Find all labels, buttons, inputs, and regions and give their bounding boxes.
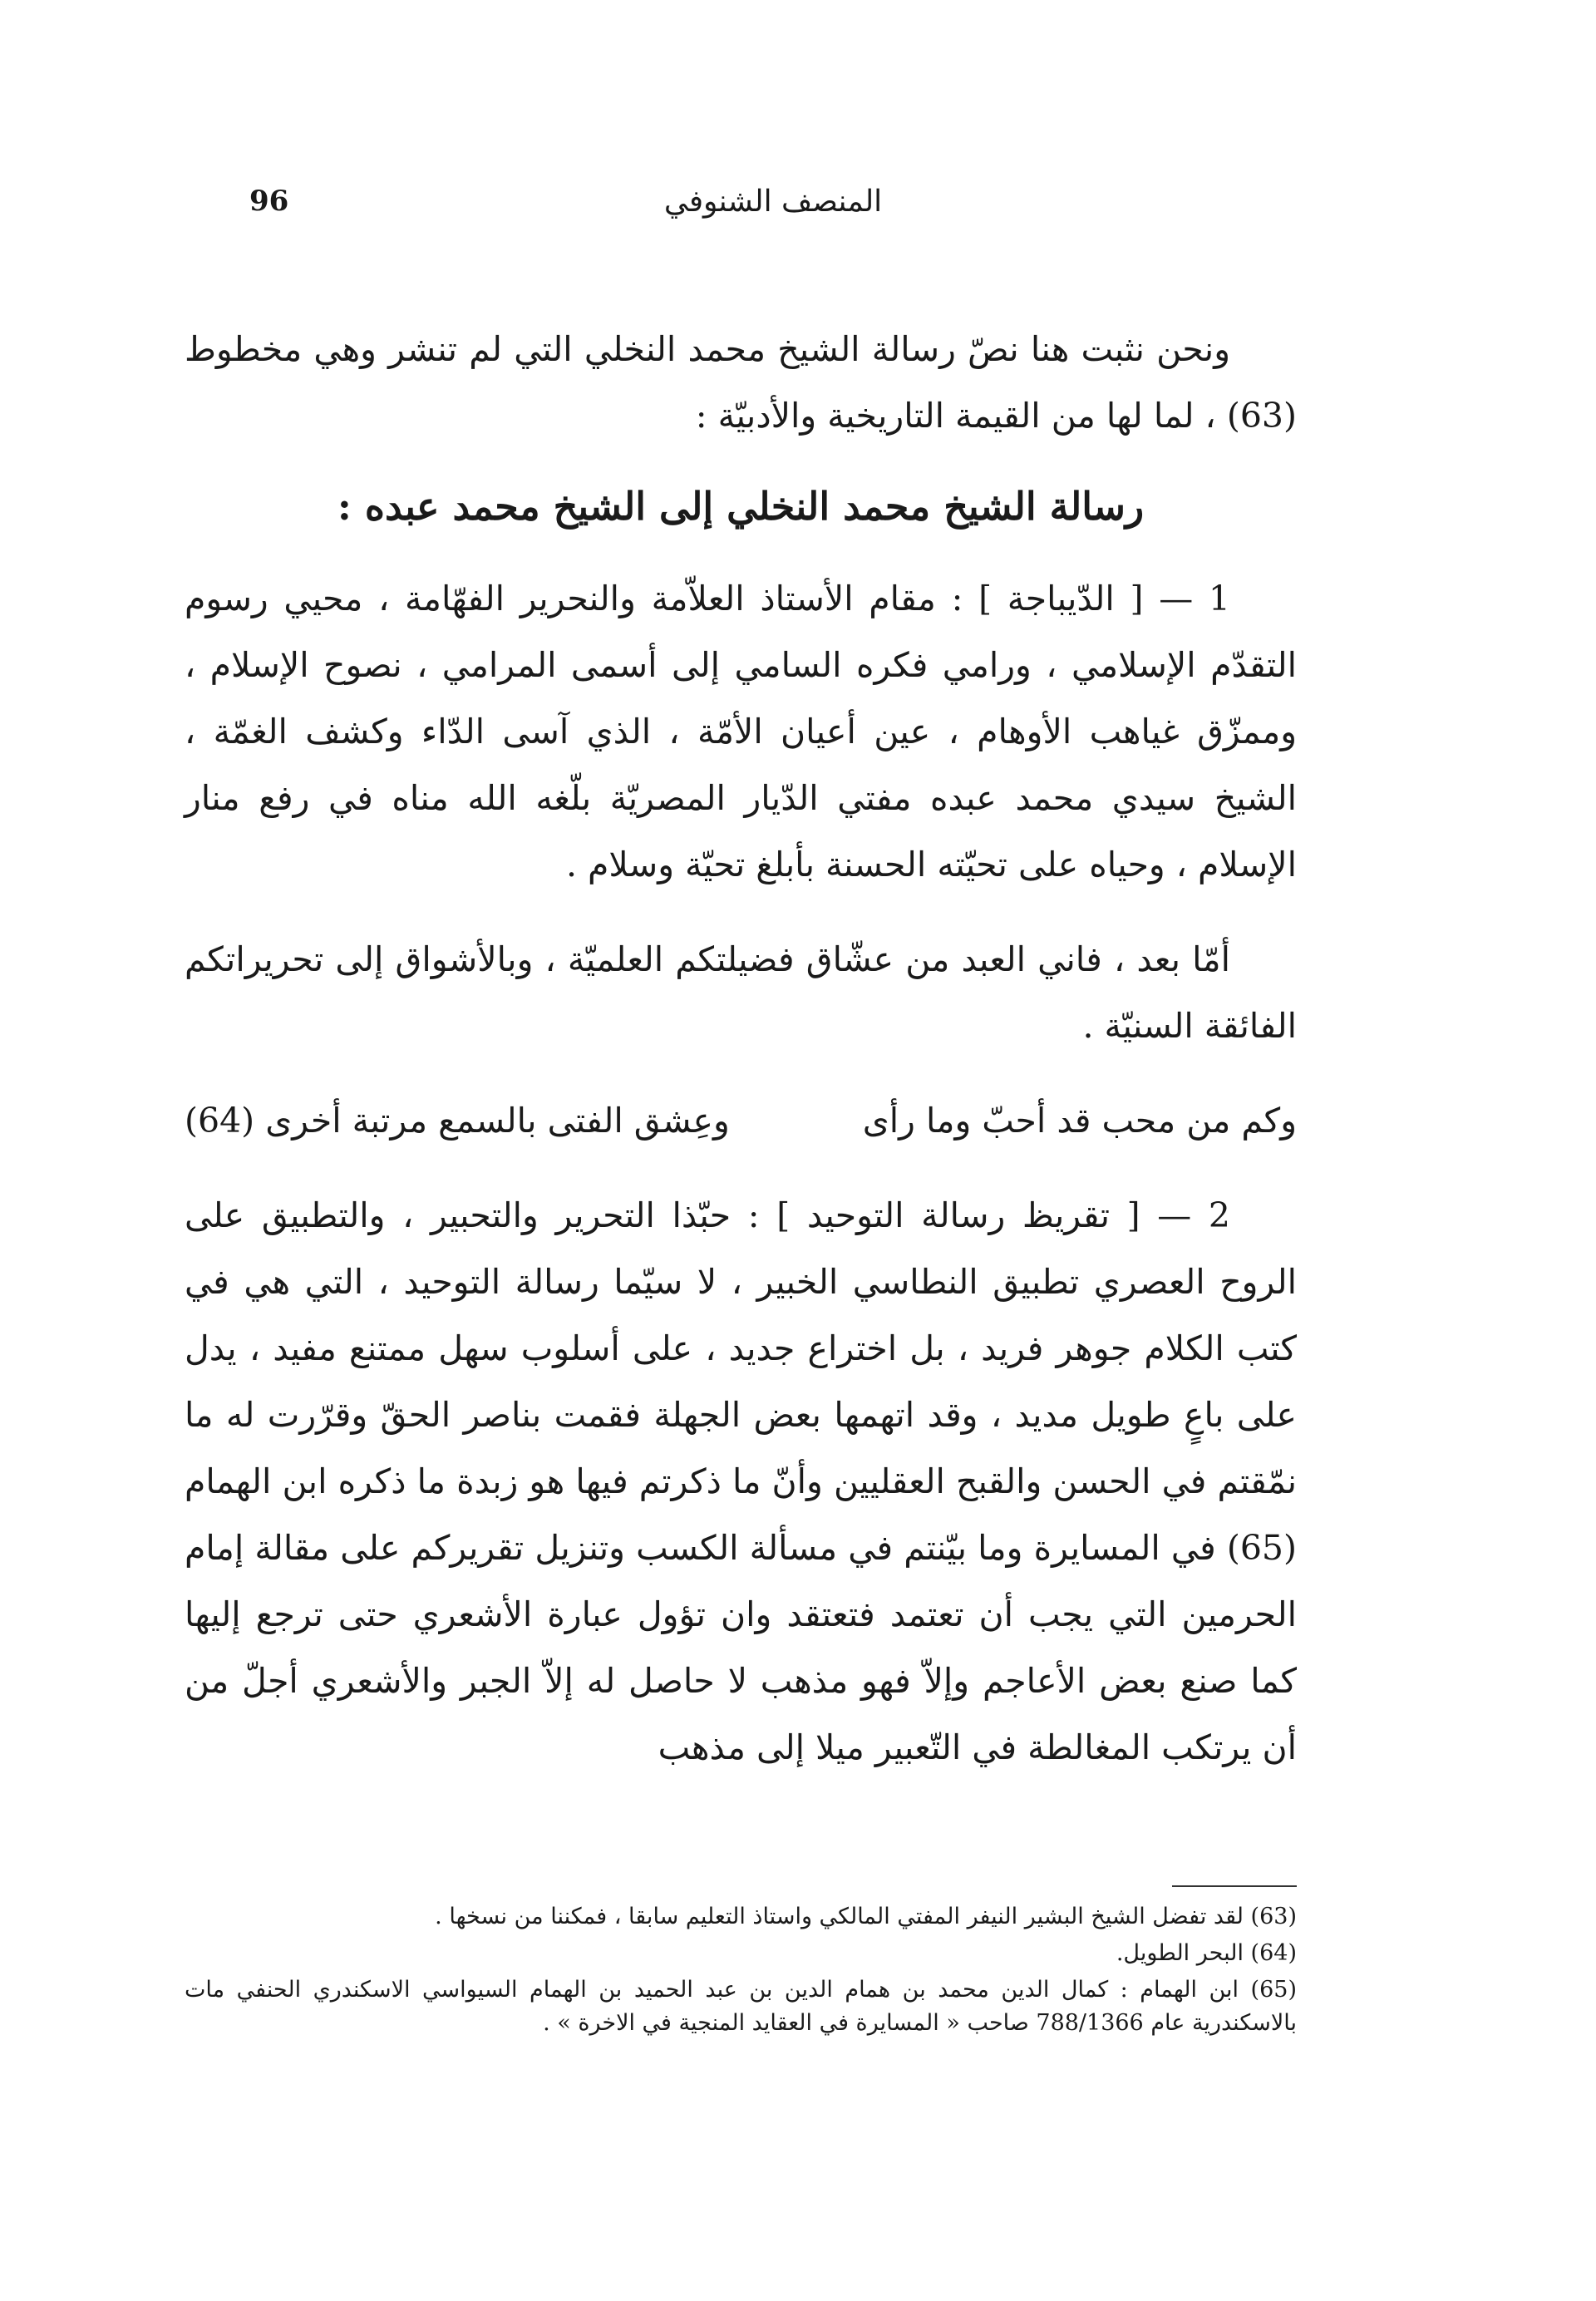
greeting-paragraph: أمّا بعد ، فاني العبد من عشّاق فضيلتكم العلميّة ، وبالأشواق إلى تحريراتكم الفائقة السنيّة .	[185, 939, 1297, 1046]
footnote-divider	[1172, 1885, 1297, 1887]
intro-paragraph: ونحن نثبت هنا نصّ رسالة الشيخ محمد النخلي التي لم تنشر وهي مخطوط (63) ، لما لها من القيمة التاريخية والأدبيّة :	[185, 329, 1297, 436]
page-number: 96	[249, 185, 289, 218]
poetry-verse	[185, 1087, 1297, 1154]
verse-second-hemistich: وعِشق الفتى بالسمع مرتبة أخرى (64)	[185, 1101, 730, 1141]
footnotes	[185, 1885, 1297, 2043]
body-text	[185, 316, 1297, 1809]
preamble-paragraph: 1 — [ الدّيباجة ] : مقام الأستاذ العلاّمة والنحرير الفهّامة ، محيي رسوم التقدّم الإسلامي ، ورامي فكره السامي إلى أسمى المرامي ، نصوح الإسلام ، وممزّق غياهب الأوهام ، عين أعيان الأمّة ، الذي آسى الدّاء وكشف الغمّة ، الشيخ سيدي محمد عبده مفتي الدّيار المصريّة بلّغه الله مناه في رفع منار الإسلام ، وحياه على تحيّته الحسنة بأبلغ تحيّة وسلام .	[185, 579, 1297, 884]
tawhid-paragraph: 2 — [ تقريظ رسالة التوحيد ] : حبّذا التحرير والتحبير ، والتطبيق على الروح العصري تطبيق النطاسي الخبير ، لا سيّما رسالة التوحيد ، التي هي في كتب الكلام جوهر فريد ، بل اختراع جديد ، على أسلوب سهل ممتنع مفيد ، يدل على باعٍ طويل مديد ، وقد اتهمها بعض الجهلة فقمت بناصر الحقّ وقرّرت له ما نمّقتم في الحسن والقبح العقليين وأنّ ما ذكرتم فيها هو زبدة ما ذكره ابن الهمام (65) في المسايرة وما بيّنتم في مسألة الكسب وتنزيل تقريركم على مقالة إمام الحرمين التي يجب أن تعتمد فتعتقد وان تؤول عبارة الأشعري حتى ترجع إليها كما صنع بعض الأعاجم وإلاّ فهو مذهب لا حاصل له إلاّ الجبر والأشعري أجلّ من أن يرتكب المغالطة في التّعبير ميلا إلى مذهب	[185, 1195, 1297, 1767]
running-title: المنصف الشنوفي	[663, 185, 883, 219]
footnote-65: (65) ابن الهمام : كمال الدين محمد بن همام الدين بن عبد الحميد بن الهمام السيواسي الاسكندري الحنفي مات بالاسكندرية عام 788/1366 صاحب « المسايرة في العقايد المنجية في الاخرة » .	[185, 1977, 1297, 2036]
footnote-64: (64) البحر الطويل.	[1116, 1940, 1297, 1966]
verse-first-hemistich: وكم من محب قد أحبّ وما رأى	[862, 1101, 1297, 1141]
footnote-63: (63) لقد تفضل الشيخ البشير النيفر المفتي المالكي واستاذ التعليم سابقا ، فمكننا من نسخها .	[435, 1904, 1297, 1929]
section-heading: رسالة الشيخ محمد النخلي إلى الشيخ محمد عبده :	[337, 484, 1145, 529]
running-head	[249, 185, 1297, 234]
